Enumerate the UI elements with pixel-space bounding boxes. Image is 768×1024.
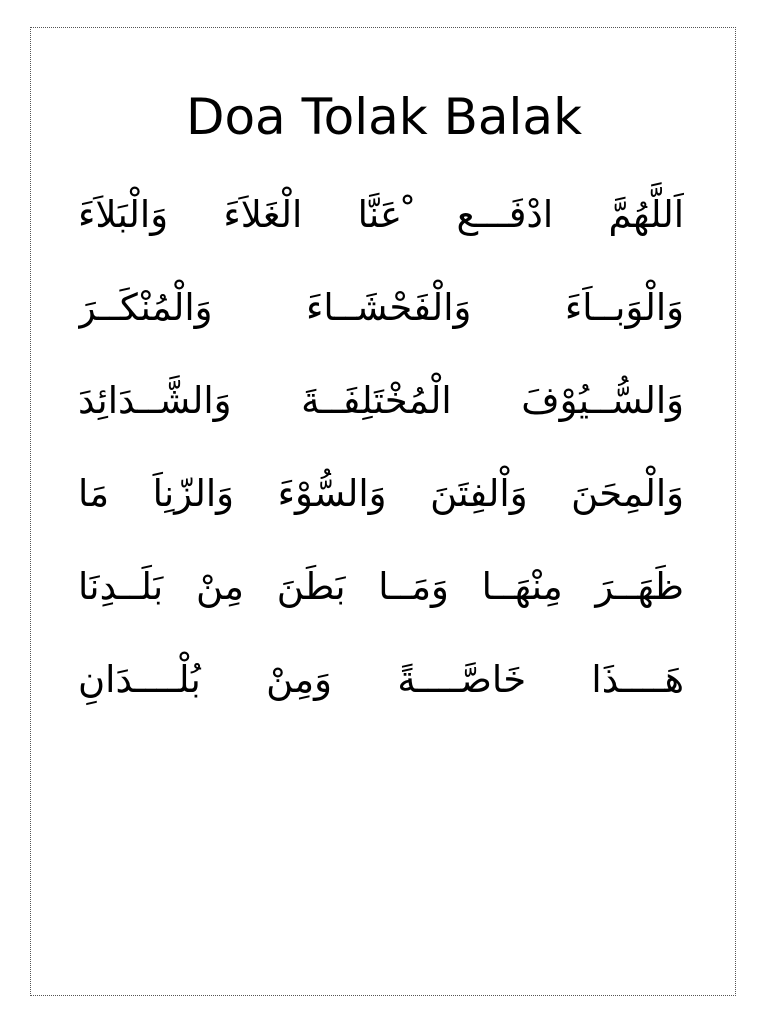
prayer-line-4: وَالْمِحَنَ وَاْلفِتَنَ وَالسُّوْءَ وَالزّنِاَ مَا [78, 472, 684, 515]
prayer-line-3: وَالسُّــيُوْفَ الْمُخْتَلِفَــةَ وَالشَّــدَائِدَ [78, 379, 684, 422]
prayer-line-5: ظَهَــرَ مِنْهَــا وَمَــا بَطَنَ مِنْ بَلَــدِنَا [78, 565, 684, 608]
prayer-line-1: اَللَّهُمَّ ادْفَـــع ْعَنَّا الْغَلاَءَ وَالْبَلاَءَ [78, 193, 684, 236]
prayer-line-2: وَالْوَبــاَءَ وَالْفَحْشَــاءَ وَالْمُنْكَــرَ [78, 286, 684, 329]
document-title: Doa Tolak Balak [185, 88, 583, 146]
prayer-line-6: هَــــذَا خَاصَّــــةً وَمِنْ بُلْــــدَانِ [78, 658, 684, 701]
prayer-text [78, 168, 684, 726]
